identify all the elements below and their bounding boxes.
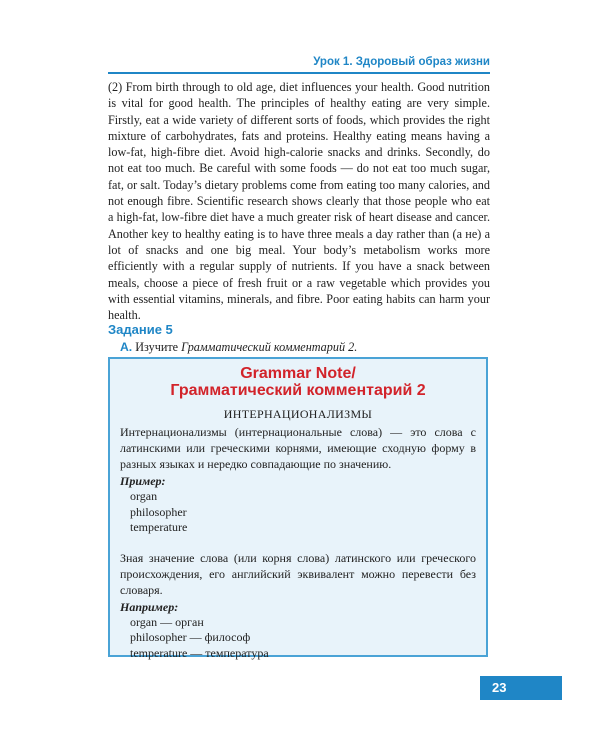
task-instruction xyxy=(120,340,357,355)
spacer xyxy=(110,536,486,548)
example-item: organ xyxy=(130,489,158,503)
task-instruction-ref: Грамматический комментарий 2. xyxy=(181,340,358,354)
header-rule xyxy=(108,72,490,74)
task-letter: A. xyxy=(120,340,133,354)
example-label: Например: xyxy=(120,599,179,614)
grammar-note-title-line1: Grammar Note/ xyxy=(240,365,356,382)
grammar-note-explanation: Зная значение слова (или корня слова) латинского или греческого происхождения, его английский эквивалент можно перевести без словаря. xyxy=(120,550,476,597)
task-instruction-text: Изучите xyxy=(135,340,179,354)
grammar-note-definition: Интернационализмы (интернациональные слова) — это слова с латинскими или греческими корнями, имеющие сходную форму в разных языках и нередко совпадающие по значению. xyxy=(120,425,476,471)
example-list xyxy=(130,489,486,536)
example-item: philosopher xyxy=(130,504,187,519)
grammar-note-title-line2: Грамматический комментарий 2 xyxy=(170,382,426,399)
translation-item: organ — орган xyxy=(130,614,204,629)
translation-item: philosopher — философ xyxy=(130,630,251,644)
grammar-note-title xyxy=(110,365,486,399)
translation-item: temperature — температура xyxy=(130,645,269,660)
page-number: 23 xyxy=(480,676,562,700)
grammar-note-subtitle: ИНТЕРНАЦИОНАЛИЗМЫ xyxy=(223,407,373,421)
translation-list xyxy=(130,615,486,662)
example-label: Пример: xyxy=(120,474,166,488)
grammar-note-box xyxy=(108,357,488,660)
example-item: temperature xyxy=(130,520,188,534)
running-header: Урок 1. Здоровый образ жизни xyxy=(313,56,490,68)
task-heading: Задание 5 xyxy=(108,322,173,337)
body-paragraph: (2) From birth through to old age, diet influences your health. Good nutrition is vital for good health. The principles of healthy eating are very simple. Firstly, eat a wide variety of different sorts of foods, which provides the right mixture of carbohydrates, fats and proteins. Healthy eating means having a low-fat, high-fibre diet. Avoid high-calorie snacks and drinks. Secondly, do not eat too much. Be careful with some foods — do not eat too much sugar, fat, or salt. Today’s dietary problems come from eating too many calories, and not enough fibre. Scientific research shows clearly that those people who eat a high-fat, low-fibre diet have a much greater risk of heart disease and cancer. Another key to healthy eating is to have three meals a day rather than (а не) a lot of snacks and one big meal. Your body’s metabolism works more efficiently with a regular supply of nutrients. If you have a snack between meals, choose a piece of fresh fruit or a raw vegetable which provides you with essential vitamins, minerals, and fibre. Poor eating habits can harm your health. xyxy=(108,80,490,323)
